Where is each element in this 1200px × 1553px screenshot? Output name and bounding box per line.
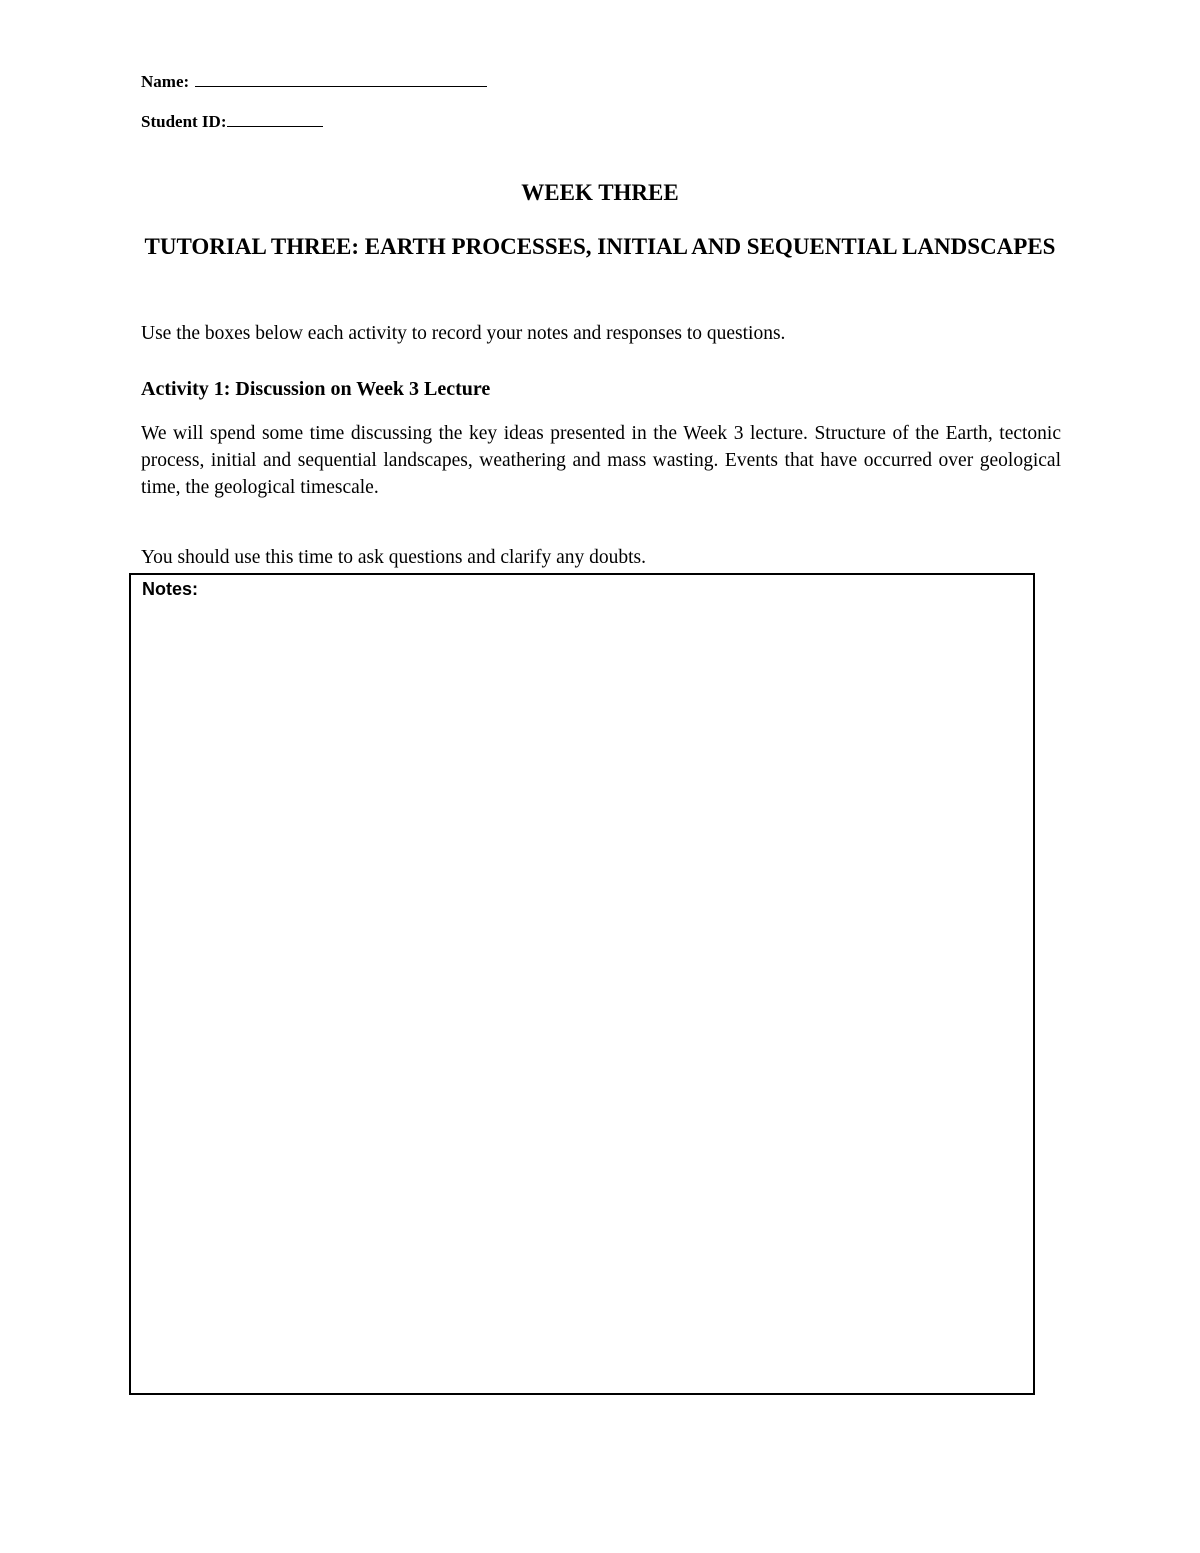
student-id-field[interactable] [141,112,323,132]
activity-1-description: We will spend some time discussing the key ideas presented in the Week 3 lecture. Structure of the Earth, tectonic process, initial and sequential landscapes, weathering and mass wasting. Events that have occurred over geological time, the geological timescale. [141,423,1061,498]
name-blank-line[interactable] [195,72,487,87]
notes-box[interactable] [129,573,1035,1395]
notes-label: Notes: [142,579,199,599]
name-label: Name: [141,72,190,91]
intro-instructions: Use the boxes below each activity to record your notes and responses to questions. [141,323,786,344]
tutorial-title: TUTORIAL THREE: EARTH PROCESSES, INITIAL AND SEQUENTIAL LANDSCAPES [144,234,1056,259]
name-field[interactable] [141,72,487,92]
activity-1-followup: You should use this time to ask questions and clarify any doubts. [141,547,646,568]
activity-1-heading: Activity 1: Discussion on Week 3 Lecture [141,378,491,400]
week-title: WEEK THREE [521,180,679,205]
student-id-label: Student ID: [141,112,227,131]
student-id-blank-line[interactable] [227,112,323,127]
